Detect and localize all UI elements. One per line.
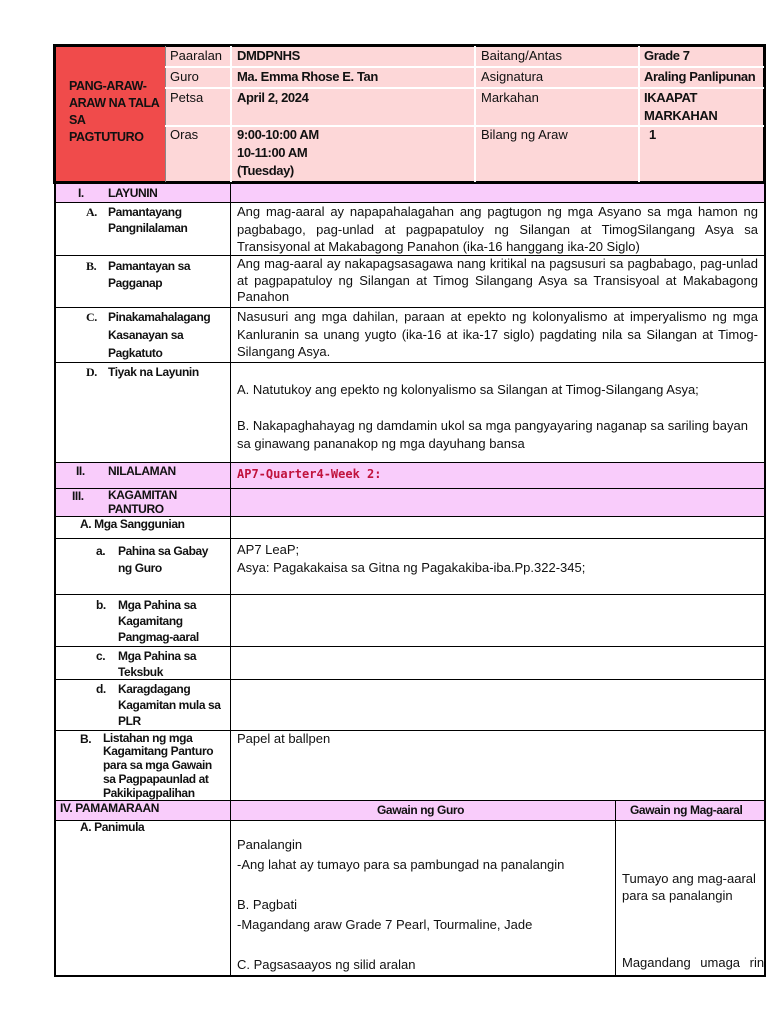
student-response-greeting: Magandang umaga rin bbox=[622, 955, 765, 970]
layunin-c-label-3: Pagkatuto bbox=[108, 346, 163, 360]
materials-list-letter: B. bbox=[80, 732, 92, 746]
teacher-value: Ma. Emma Rhose E. Tan bbox=[237, 69, 378, 84]
materials-list-label-1: Listahan ng mga bbox=[103, 731, 193, 745]
school-value: DMDPNHS bbox=[237, 48, 300, 63]
date-value: April 2, 2024 bbox=[237, 90, 309, 105]
lesson-plan-title: PANG-ARAW-ARAW NA TALA SA PAGTUTURO bbox=[69, 79, 159, 144]
layunin-a-label-2: Pangnilalaman bbox=[108, 221, 188, 235]
materials-list-value: Papel at ballpen bbox=[237, 731, 331, 746]
plr-label-1: Karagdagang bbox=[118, 682, 191, 696]
subject-label: Asignatura bbox=[481, 69, 544, 84]
kagamitan-heading-2: PANTURO bbox=[108, 502, 164, 516]
quarter-value-1: IKAAPAT bbox=[644, 90, 698, 105]
grade-label: Baitang/Antas bbox=[481, 48, 562, 63]
student-response-prayer: Tumayo ang mag-aaral para sa panalangin bbox=[622, 871, 756, 903]
grade-value: Grade 7 bbox=[644, 48, 690, 63]
sanggunian-label: A. Mga Sanggunian bbox=[80, 517, 185, 531]
time-value-3: (Tuesday) bbox=[237, 163, 294, 178]
layunin-b-text: Ang mag-aaral ay nakapagsasagawa nang kritikal na pagsusuri sa pagbabago, pag-unlad at pagpapatuloy ng Silangan at Timog Silangang Asya sa Transisyoal at Makabagong Panahon bbox=[237, 256, 758, 304]
panimula-label: A. Panimula bbox=[80, 820, 145, 834]
subject-value: Araling Panlipunan bbox=[644, 69, 756, 84]
teacher-step-prayer: Panalangin bbox=[237, 837, 303, 852]
school-label: Paaralan bbox=[170, 48, 223, 63]
learner-pages-label-2: Kagamitang bbox=[118, 614, 183, 628]
materials-list-label-3: para sa mga Gawain bbox=[103, 758, 212, 772]
date-label: Petsa bbox=[170, 90, 204, 105]
learner-pages-label-1: Mga Pahina sa bbox=[118, 598, 197, 612]
time-label: Oras bbox=[170, 127, 199, 142]
nilalaman-value: AP7-Quarter4-Week 2: bbox=[237, 467, 382, 481]
guide-pages-letter: a. bbox=[96, 544, 106, 558]
layunin-a-letter: A. bbox=[86, 205, 97, 219]
quarter-value-2: MARKAHAN bbox=[644, 108, 718, 123]
quarter-label: Markahan bbox=[481, 90, 539, 105]
layunin-heading: LAYUNIN bbox=[108, 186, 158, 200]
layunin-c-letter: C. bbox=[86, 310, 97, 324]
textbook-pages-label-1: Mga Pahina sa bbox=[118, 649, 197, 663]
plr-label-2: Kagamitan mula sa bbox=[118, 698, 221, 712]
layunin-b-label-1: Pamantayan sa bbox=[108, 259, 191, 273]
pamamaraan-heading: IV. PAMAMARAAN bbox=[60, 801, 160, 815]
guide-pages-value-2: Asya: Pagakakaisa sa Gitna ng Pagakakiba-iba.Pp.322-345; bbox=[237, 560, 586, 575]
layunin-b-letter: B. bbox=[86, 259, 97, 273]
time-value-1: 9:00-10:00 AM bbox=[237, 127, 319, 142]
guide-pages-value-1: AP7 LeaP; bbox=[237, 542, 300, 557]
layunin-row-bg bbox=[55, 183, 764, 202]
layunin-c-label-1: Pinakamahalagang bbox=[108, 310, 211, 324]
days-value: 1 bbox=[649, 127, 656, 142]
layunin-c-label-2: Kasanayan sa bbox=[108, 328, 184, 342]
teacher-step-prayer-note: -Ang lahat ay tumayo para sa pambungad na panalangin bbox=[237, 857, 565, 872]
time-value-2: 10-11:00 AM bbox=[237, 145, 308, 160]
materials-list-label-4: sa Pagpapaunlad at bbox=[103, 772, 209, 786]
objective-a: A. Natutukoy ang epekto ng kolonyalismo sa Silangan at Timog-Silangang Asya; bbox=[237, 382, 699, 397]
student-activity-header: Gawain ng Mag-aaral bbox=[630, 803, 743, 817]
materials-list-label-2: Kagamitang Panturo bbox=[103, 744, 214, 758]
kagamitan-heading-1: KAGAMITAN bbox=[108, 488, 177, 502]
objective-b: B. Nakapaghahayag ng damdamin ukol sa mga pangyayaring naganap sa sariling bayan sa ginawang pananakop ng mga dayuhang bansa bbox=[237, 418, 748, 451]
guide-pages-label-2: ng Guro bbox=[118, 561, 162, 575]
nilalaman-heading: NILALAMAN bbox=[108, 464, 176, 478]
layunin-number: I. bbox=[78, 186, 84, 200]
guide-pages-label-1: Pahina sa Gabay bbox=[118, 544, 209, 558]
textbook-pages-label-2: Teksbuk bbox=[118, 665, 163, 679]
materials-list-label-5: Pakikipagpalihan bbox=[103, 786, 195, 800]
layunin-d-label: Tiyak na Layunin bbox=[108, 365, 199, 379]
days-label: Bilang ng Araw bbox=[481, 127, 568, 142]
teacher-activity-header: Gawain ng Guro bbox=[377, 803, 465, 817]
layunin-b-label-2: Pagganap bbox=[108, 276, 163, 290]
plr-label-3: PLR bbox=[118, 714, 141, 728]
teacher-label: Guro bbox=[170, 69, 199, 84]
textbook-pages-letter: c. bbox=[96, 649, 106, 663]
layunin-d-letter: D. bbox=[86, 365, 97, 379]
learner-pages-letter: b. bbox=[96, 598, 106, 612]
teacher-step-greeting-note: -Magandang araw Grade 7 Pearl, Tourmaline, Jade bbox=[237, 917, 533, 932]
layunin-a-text: Ang mag-aaral ay napapahalagahan ang pagtugon ng mga Asyano sa mga hamon ng pagbabago, pag-unlad at pagpapatuloy ng Silangan at TimogSilangang Asya sa Transisyonal at Makabagong Panahon (ika-16 hanggang ika-20 Siglo) bbox=[237, 204, 758, 254]
layunin-a-label-1: Pamantayang bbox=[108, 205, 182, 219]
layunin-c-text: Nasusuri ang mga dahilan, paraan at epekto ng kolonyalismo at imperyalismo ng mga Kanluranin sa unang yugto (ika-16 at ika-17 siglo) pagdating nila sa Silangan at Timog-Silangang Asya. bbox=[237, 309, 758, 359]
learner-pages-label-3: Pangmag-aaral bbox=[118, 630, 199, 644]
teacher-step-greeting: B. Pagbati bbox=[237, 897, 297, 912]
plr-letter: d. bbox=[96, 682, 106, 696]
kagamitan-number: III. bbox=[72, 489, 84, 503]
teacher-step-classroom: C. Pagsasaayos ng silid aralan bbox=[237, 957, 416, 972]
nilalaman-number: II. bbox=[76, 464, 85, 478]
